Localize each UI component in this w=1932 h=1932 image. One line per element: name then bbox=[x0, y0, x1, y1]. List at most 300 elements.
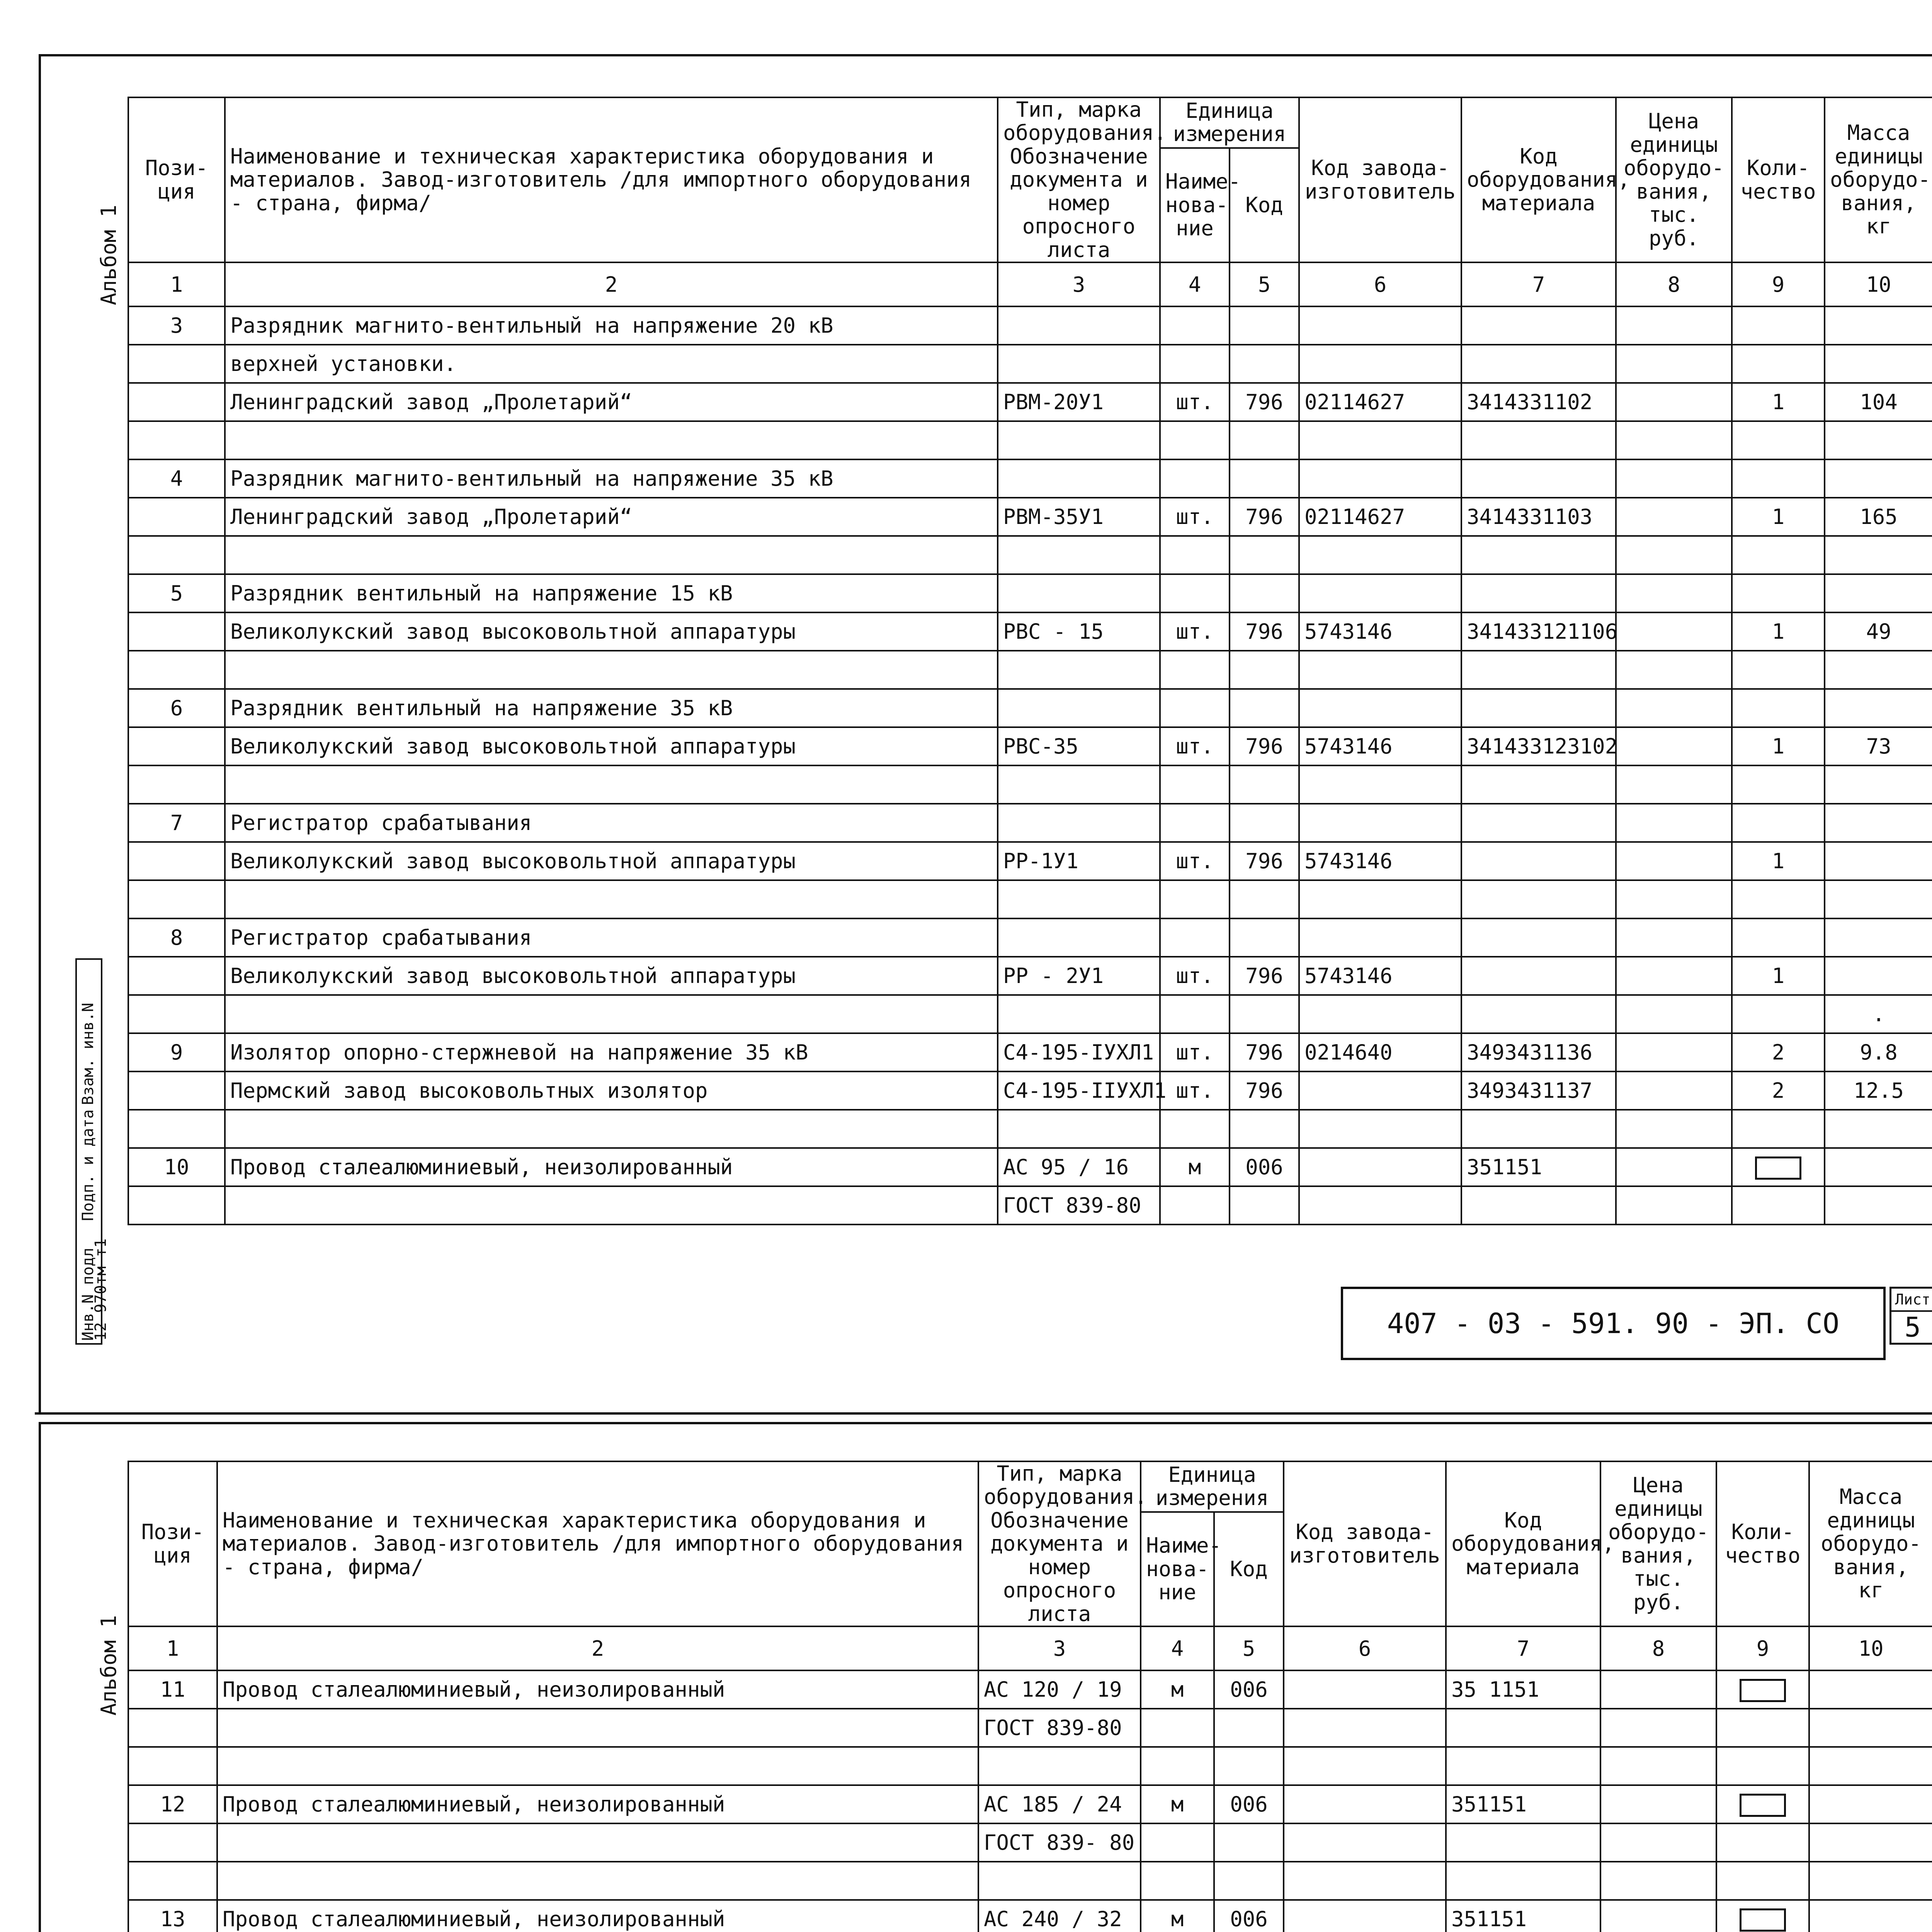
cell-price bbox=[1616, 498, 1732, 536]
cell-material-code: 341433121106 bbox=[1461, 612, 1616, 651]
cell-material-code bbox=[1446, 1823, 1600, 1862]
cell-price bbox=[1616, 1071, 1732, 1110]
cell-unit bbox=[1160, 765, 1230, 804]
cell-unit: шт. bbox=[1160, 957, 1230, 995]
cell-quantity: 1 bbox=[1732, 498, 1825, 536]
cell-type: ГОСТ 839-80 bbox=[978, 1709, 1141, 1747]
col-number: 9 bbox=[1716, 1626, 1809, 1670]
col-type-header: Тип, марка оборудования. Обозначение документа и номер опросного листа bbox=[998, 97, 1160, 262]
cell-type: С4-195-IIУХЛ1 bbox=[998, 1071, 1160, 1110]
cell-mfr-code bbox=[1299, 1148, 1461, 1186]
cell-name bbox=[225, 1110, 998, 1148]
table-row bbox=[128, 727, 1932, 765]
cell-material-code: 351151 bbox=[1461, 1148, 1616, 1186]
cell-mfr-code: 5743146 bbox=[1299, 842, 1461, 880]
cell-unit bbox=[1160, 804, 1230, 842]
cell-unit-code: 796 bbox=[1230, 498, 1299, 536]
col-price-header: Цена единицы оборудо-вания, тыс. руб. bbox=[1600, 1461, 1716, 1626]
cell-unit-code bbox=[1230, 804, 1299, 842]
cell-quantity bbox=[1716, 1709, 1809, 1747]
cell-unit-code bbox=[1214, 1823, 1284, 1862]
cell-quantity bbox=[1732, 765, 1825, 804]
table-row bbox=[128, 306, 1932, 345]
cell-name: Провод сталеалюминиевый, неизолированный bbox=[217, 1900, 978, 1932]
cell-quantity bbox=[1732, 1186, 1825, 1225]
cell-position bbox=[128, 995, 225, 1033]
cell-mfr-code bbox=[1284, 1785, 1446, 1823]
cell-position: 8 bbox=[128, 918, 225, 957]
col-number: 7 bbox=[1461, 262, 1616, 306]
cell-unit-code bbox=[1214, 1747, 1284, 1785]
cell-price bbox=[1600, 1862, 1716, 1900]
quantity-box bbox=[1740, 1908, 1786, 1932]
cell-unit-code bbox=[1214, 1709, 1284, 1747]
sheet-2 bbox=[0, 1414, 1932, 1932]
cell-quantity bbox=[1732, 306, 1825, 345]
cell-material-code bbox=[1446, 1709, 1600, 1747]
cell-unit-code bbox=[1230, 651, 1299, 689]
cell-position: 3 bbox=[128, 306, 225, 345]
cell-material-code: 351151 bbox=[1446, 1900, 1600, 1932]
cell-quantity bbox=[1732, 536, 1825, 574]
cell-type bbox=[998, 918, 1160, 957]
cell-material-code bbox=[1461, 765, 1616, 804]
cell-quantity: 1 bbox=[1732, 383, 1825, 421]
col-number: 9 bbox=[1732, 262, 1825, 306]
cell-material-code bbox=[1461, 842, 1616, 880]
cell-unit-code bbox=[1230, 1186, 1299, 1225]
cell-mass bbox=[1825, 1148, 1932, 1186]
cell-unit: м bbox=[1141, 1900, 1214, 1932]
cell-mass bbox=[1825, 421, 1932, 459]
cell-unit-code bbox=[1230, 1110, 1299, 1148]
cell-price bbox=[1616, 995, 1732, 1033]
cell-price bbox=[1616, 383, 1732, 421]
table-row bbox=[128, 765, 1932, 804]
table-row bbox=[128, 1823, 1932, 1862]
table-row bbox=[128, 842, 1932, 880]
cell-mfr-code bbox=[1299, 536, 1461, 574]
cell-price bbox=[1616, 918, 1732, 957]
col-unit-code-header: Код bbox=[1230, 148, 1299, 263]
cell-mfr-code bbox=[1299, 804, 1461, 842]
cell-unit-code bbox=[1230, 689, 1299, 727]
cell-mass bbox=[1825, 1110, 1932, 1148]
cell-quantity bbox=[1732, 421, 1825, 459]
col-unit-name-header: Наиме-нова-ние bbox=[1141, 1512, 1214, 1627]
cell-material-code bbox=[1461, 574, 1616, 612]
col-qty-header: Коли-чество bbox=[1716, 1461, 1809, 1626]
cell-position bbox=[128, 651, 225, 689]
cell-price bbox=[1600, 1785, 1716, 1823]
col-mfr-code-header: Код завода-изготовитель bbox=[1284, 1461, 1446, 1626]
table-row bbox=[128, 574, 1932, 612]
cell-unit: шт. bbox=[1160, 1071, 1230, 1110]
cell-unit-code: 796 bbox=[1230, 1071, 1299, 1110]
col-number: 1 bbox=[128, 262, 225, 306]
cell-unit: м bbox=[1141, 1670, 1214, 1709]
cell-unit-code bbox=[1230, 536, 1299, 574]
table-row bbox=[128, 1110, 1932, 1148]
cell-material-code bbox=[1461, 880, 1616, 918]
cell-mfr-code: 02114627 bbox=[1299, 498, 1461, 536]
col-number: 2 bbox=[217, 1626, 978, 1670]
cell-type bbox=[998, 459, 1160, 498]
cell-name: Провод сталеалюминиевый, неизолированный bbox=[217, 1670, 978, 1709]
cell-mass bbox=[1825, 306, 1932, 345]
album-label: Альбом 1 bbox=[97, 1615, 121, 1716]
cell-price bbox=[1616, 842, 1732, 880]
cell-position: 4 bbox=[128, 459, 225, 498]
cell-name: Разрядник вентильный на напряжение 15 кВ bbox=[225, 574, 998, 612]
cell-unit-code: 796 bbox=[1230, 612, 1299, 651]
cell-mass bbox=[1809, 1862, 1932, 1900]
cell-price bbox=[1616, 957, 1732, 995]
col-position-header: Пози-ция bbox=[128, 97, 225, 262]
cell-quantity bbox=[1732, 689, 1825, 727]
cell-unit: шт. bbox=[1160, 383, 1230, 421]
cell-quantity bbox=[1732, 804, 1825, 842]
cell-name: Ленинградский завод „Пролетарий“ bbox=[225, 498, 998, 536]
col-mass-header: Масса единицы оборудо-вания, кг bbox=[1825, 97, 1932, 262]
cell-quantity: 1 bbox=[1732, 612, 1825, 651]
col-position-header: Пози-ция bbox=[128, 1461, 217, 1626]
album-label: Альбом 1 bbox=[97, 204, 121, 305]
cell-name bbox=[225, 995, 998, 1033]
quantity-box bbox=[1755, 1156, 1801, 1180]
cell-unit bbox=[1160, 651, 1230, 689]
document-code: 407 - 03 - 591. 90 - ЭП. СО bbox=[1341, 1287, 1886, 1360]
cell-type: РР - 2У1 bbox=[998, 957, 1160, 995]
cell-mfr-code bbox=[1299, 1071, 1461, 1110]
col-material-code-header: Код оборудования, материала bbox=[1446, 1461, 1600, 1626]
cell-position bbox=[128, 421, 225, 459]
cell-mfr-code bbox=[1299, 1110, 1461, 1148]
col-number: 6 bbox=[1284, 1626, 1446, 1670]
cell-mfr-code bbox=[1299, 574, 1461, 612]
cell-mfr-code bbox=[1284, 1900, 1446, 1932]
cell-quantity bbox=[1732, 1148, 1825, 1186]
cell-name: Регистратор срабатывания bbox=[225, 804, 998, 842]
cell-mfr-code bbox=[1299, 918, 1461, 957]
cell-position: 6 bbox=[128, 689, 225, 727]
cell-position bbox=[128, 498, 225, 536]
cell-unit: м bbox=[1160, 1148, 1230, 1186]
cell-mass bbox=[1809, 1747, 1932, 1785]
table-row bbox=[128, 957, 1932, 995]
cell-mass: . bbox=[1825, 995, 1932, 1033]
col-name-header: Наименование и техническая характеристика оборудования и материалов. Завод-изготовитель /для импортного оборудования - страна, фирма/ bbox=[217, 1461, 978, 1626]
cell-mass: 165 bbox=[1825, 498, 1932, 536]
cell-quantity: 1 bbox=[1732, 957, 1825, 995]
cell-name: Регистратор срабатывания bbox=[225, 918, 998, 957]
cell-name: Провод сталеалюминиевый, неизолированный bbox=[217, 1785, 978, 1823]
cell-price bbox=[1600, 1747, 1716, 1785]
cell-position bbox=[128, 957, 225, 995]
cell-name: верхней установки. bbox=[225, 345, 998, 383]
column-number-row bbox=[128, 262, 1932, 306]
cell-mfr-code bbox=[1284, 1670, 1446, 1709]
cell-quantity bbox=[1732, 651, 1825, 689]
cell-quantity bbox=[1716, 1823, 1809, 1862]
cell-type bbox=[998, 880, 1160, 918]
cell-mfr-code: 5743146 bbox=[1299, 957, 1461, 995]
cell-type: РВМ-35У1 bbox=[998, 498, 1160, 536]
quantity-box bbox=[1740, 1794, 1786, 1817]
cell-quantity bbox=[1716, 1785, 1809, 1823]
cell-unit bbox=[1141, 1823, 1214, 1862]
cell-quantity bbox=[1732, 1110, 1825, 1148]
cell-name bbox=[217, 1709, 978, 1747]
cell-mass bbox=[1809, 1785, 1932, 1823]
cell-price bbox=[1616, 421, 1732, 459]
col-qty-header: Коли-чество bbox=[1732, 97, 1825, 262]
cell-position bbox=[128, 612, 225, 651]
cell-name bbox=[217, 1747, 978, 1785]
cell-unit-code bbox=[1230, 995, 1299, 1033]
column-number-row bbox=[128, 1626, 1932, 1670]
cell-quantity bbox=[1732, 880, 1825, 918]
table-row bbox=[128, 651, 1932, 689]
cell-unit bbox=[1160, 1110, 1230, 1148]
table-row bbox=[128, 1071, 1932, 1110]
cell-name bbox=[225, 1186, 998, 1225]
cell-quantity bbox=[1732, 995, 1825, 1033]
cell-unit bbox=[1160, 995, 1230, 1033]
cell-name: Пермский завод высоковольтных изолятор bbox=[225, 1071, 998, 1110]
cell-unit-code: 006 bbox=[1214, 1900, 1284, 1932]
cell-unit: м bbox=[1141, 1785, 1214, 1823]
cell-material-code bbox=[1461, 957, 1616, 995]
cell-mass bbox=[1825, 459, 1932, 498]
cell-type bbox=[998, 995, 1160, 1033]
cell-material-code: 3414331102 bbox=[1461, 383, 1616, 421]
col-number: 7 bbox=[1446, 1626, 1600, 1670]
cell-name: Провод сталеалюминиевый, неизолированный bbox=[225, 1148, 998, 1186]
cell-position bbox=[128, 842, 225, 880]
col-number: 10 bbox=[1825, 262, 1932, 306]
cell-mfr-code bbox=[1284, 1709, 1446, 1747]
table-row bbox=[128, 612, 1932, 651]
cell-material-code bbox=[1461, 651, 1616, 689]
table-row bbox=[128, 1709, 1932, 1747]
cell-unit-code: 006 bbox=[1214, 1785, 1284, 1823]
cell-mfr-code bbox=[1299, 995, 1461, 1033]
table-row bbox=[128, 421, 1932, 459]
cell-mass: 49 bbox=[1825, 612, 1932, 651]
cell-mass bbox=[1825, 880, 1932, 918]
cell-unit-code: 796 bbox=[1230, 1033, 1299, 1071]
cell-price bbox=[1616, 804, 1732, 842]
cell-mass: 104 bbox=[1825, 383, 1932, 421]
cell-unit-code: 796 bbox=[1230, 383, 1299, 421]
cell-unit bbox=[1160, 574, 1230, 612]
cell-mass bbox=[1825, 804, 1932, 842]
cell-name: Великолукский завод высоковольтной аппаратуры bbox=[225, 727, 998, 765]
cell-mass bbox=[1825, 574, 1932, 612]
cell-position: 12 bbox=[128, 1785, 217, 1823]
col-material-code-header: Код оборудования, материала bbox=[1461, 97, 1616, 262]
cell-type: АС 240 / 32 bbox=[978, 1900, 1141, 1932]
cell-position: 9 bbox=[128, 1033, 225, 1071]
cell-position bbox=[128, 1709, 217, 1747]
cell-type: РВС - 15 bbox=[998, 612, 1160, 651]
cell-mass bbox=[1809, 1670, 1932, 1709]
cell-unit bbox=[1160, 918, 1230, 957]
cell-type: РР-1У1 bbox=[998, 842, 1160, 880]
table-row bbox=[128, 995, 1932, 1033]
cell-price bbox=[1616, 1148, 1732, 1186]
cell-name bbox=[225, 880, 998, 918]
cell-position bbox=[128, 1823, 217, 1862]
cell-price bbox=[1600, 1670, 1716, 1709]
cell-unit-code bbox=[1230, 918, 1299, 957]
cell-price bbox=[1600, 1709, 1716, 1747]
cell-unit: шт. bbox=[1160, 612, 1230, 651]
cell-name: Великолукский завод высоковольтной аппаратуры bbox=[225, 842, 998, 880]
cell-price bbox=[1616, 1110, 1732, 1148]
cell-type bbox=[998, 651, 1160, 689]
cell-unit: шт. bbox=[1160, 1033, 1230, 1071]
cell-quantity bbox=[1732, 459, 1825, 498]
cell-price bbox=[1616, 612, 1732, 651]
cell-mass bbox=[1825, 1186, 1932, 1225]
cell-mfr-code bbox=[1299, 1186, 1461, 1225]
cell-position: 10 bbox=[128, 1148, 225, 1186]
cell-mass bbox=[1809, 1823, 1932, 1862]
cell-type bbox=[998, 689, 1160, 727]
cell-name bbox=[225, 536, 998, 574]
cell-type bbox=[998, 536, 1160, 574]
cell-mfr-code bbox=[1299, 345, 1461, 383]
cell-type: С4-195-IУХЛ1 bbox=[998, 1033, 1160, 1071]
cell-mass: 73 bbox=[1825, 727, 1932, 765]
cell-unit: шт. bbox=[1160, 727, 1230, 765]
cell-position bbox=[128, 536, 225, 574]
cell-mfr-code bbox=[1299, 421, 1461, 459]
cell-price bbox=[1616, 1186, 1732, 1225]
cell-name: Разрядник магнито-вентильный на напряжение 35 кВ bbox=[225, 459, 998, 498]
cell-type: АС 120 / 19 bbox=[978, 1670, 1141, 1709]
cell-type bbox=[998, 345, 1160, 383]
cell-unit bbox=[1160, 345, 1230, 383]
cell-price bbox=[1600, 1823, 1716, 1862]
cell-position bbox=[128, 1186, 225, 1225]
col-name-header: Наименование и техническая характеристика оборудования и материалов. Завод-изготовитель /для импортного оборудования - страна, фирма/ bbox=[225, 97, 998, 262]
stamp-inventory-number: 12 970тм-т1 bbox=[92, 1238, 110, 1341]
table-row bbox=[128, 459, 1932, 498]
cell-quantity bbox=[1716, 1862, 1809, 1900]
cell-mass bbox=[1825, 842, 1932, 880]
col-mass-header: Масса единицы оборудо-вания, кг bbox=[1809, 1461, 1932, 1626]
cell-mfr-code bbox=[1284, 1823, 1446, 1862]
cell-price bbox=[1616, 765, 1732, 804]
table-row bbox=[128, 1186, 1932, 1225]
cell-quantity bbox=[1716, 1670, 1809, 1709]
cell-name: Великолукский завод высоковольтной аппаратуры bbox=[225, 957, 998, 995]
cell-mass bbox=[1825, 765, 1932, 804]
col-number: 6 bbox=[1299, 262, 1461, 306]
table-row bbox=[128, 1747, 1932, 1785]
col-number: 8 bbox=[1600, 1626, 1716, 1670]
cell-material-code bbox=[1461, 345, 1616, 383]
cell-mfr-code: 02114627 bbox=[1299, 383, 1461, 421]
cell-name: Разрядник вентильный на напряжение 35 кВ bbox=[225, 689, 998, 727]
cell-unit-code: 796 bbox=[1230, 957, 1299, 995]
cell-mass bbox=[1825, 689, 1932, 727]
cell-type bbox=[998, 306, 1160, 345]
cell-material-code bbox=[1461, 306, 1616, 345]
cell-name bbox=[217, 1862, 978, 1900]
table-row bbox=[128, 1785, 1932, 1823]
cell-name: Изолятор опорно-стержневой на напряжение 35 кВ bbox=[225, 1033, 998, 1071]
cell-quantity: 2 bbox=[1732, 1071, 1825, 1110]
cell-type bbox=[978, 1747, 1141, 1785]
cell-unit bbox=[1160, 306, 1230, 345]
table-row bbox=[128, 1148, 1932, 1186]
cell-material-code bbox=[1461, 421, 1616, 459]
cell-unit bbox=[1141, 1709, 1214, 1747]
cell-type: РВМ-20У1 bbox=[998, 383, 1160, 421]
cell-quantity: 2 bbox=[1732, 1033, 1825, 1071]
cell-name bbox=[225, 765, 998, 804]
col-number: 4 bbox=[1160, 262, 1230, 306]
table-row bbox=[128, 1033, 1932, 1071]
cell-unit-code bbox=[1230, 765, 1299, 804]
cell-price bbox=[1616, 651, 1732, 689]
cell-material-code: 3493431136 bbox=[1461, 1033, 1616, 1071]
cell-position bbox=[128, 727, 225, 765]
cell-quantity: 1 bbox=[1732, 842, 1825, 880]
cell-price bbox=[1616, 345, 1732, 383]
cell-unit-code bbox=[1230, 459, 1299, 498]
sheet-label: Лист bbox=[1891, 1289, 1932, 1312]
cell-unit-code: 006 bbox=[1230, 1148, 1299, 1186]
col-unit-code-header: Код bbox=[1214, 1512, 1284, 1627]
specification-table bbox=[128, 1461, 1932, 1932]
cell-position bbox=[128, 1071, 225, 1110]
cell-price bbox=[1616, 880, 1732, 918]
cell-quantity bbox=[1732, 345, 1825, 383]
cell-position: 11 bbox=[128, 1670, 217, 1709]
cell-price bbox=[1616, 574, 1732, 612]
cell-mfr-code bbox=[1299, 765, 1461, 804]
cell-mfr-code bbox=[1284, 1747, 1446, 1785]
cell-name: Разрядник магнито-вентильный на напряжение 20 кВ bbox=[225, 306, 998, 345]
cell-mass: 9.8 bbox=[1825, 1033, 1932, 1071]
cell-type: РВС-35 bbox=[998, 727, 1160, 765]
cell-position bbox=[128, 1862, 217, 1900]
cell-name bbox=[217, 1823, 978, 1862]
table-row bbox=[128, 880, 1932, 918]
cell-price bbox=[1616, 536, 1732, 574]
cell-quantity bbox=[1732, 918, 1825, 957]
cell-price bbox=[1616, 727, 1732, 765]
cell-mass bbox=[1825, 536, 1932, 574]
cell-price bbox=[1600, 1900, 1716, 1932]
cell-type: ГОСТ 839-80 bbox=[998, 1186, 1160, 1225]
col-number: 5 bbox=[1230, 262, 1299, 306]
table-row bbox=[128, 1670, 1932, 1709]
cell-unit bbox=[1160, 536, 1230, 574]
cell-unit-code: 796 bbox=[1230, 842, 1299, 880]
table-row bbox=[128, 1900, 1932, 1932]
cell-mass: 12.5 bbox=[1825, 1071, 1932, 1110]
cell-unit-code bbox=[1230, 880, 1299, 918]
cell-unit-code bbox=[1230, 421, 1299, 459]
cell-type bbox=[998, 1110, 1160, 1148]
table-row bbox=[128, 345, 1932, 383]
